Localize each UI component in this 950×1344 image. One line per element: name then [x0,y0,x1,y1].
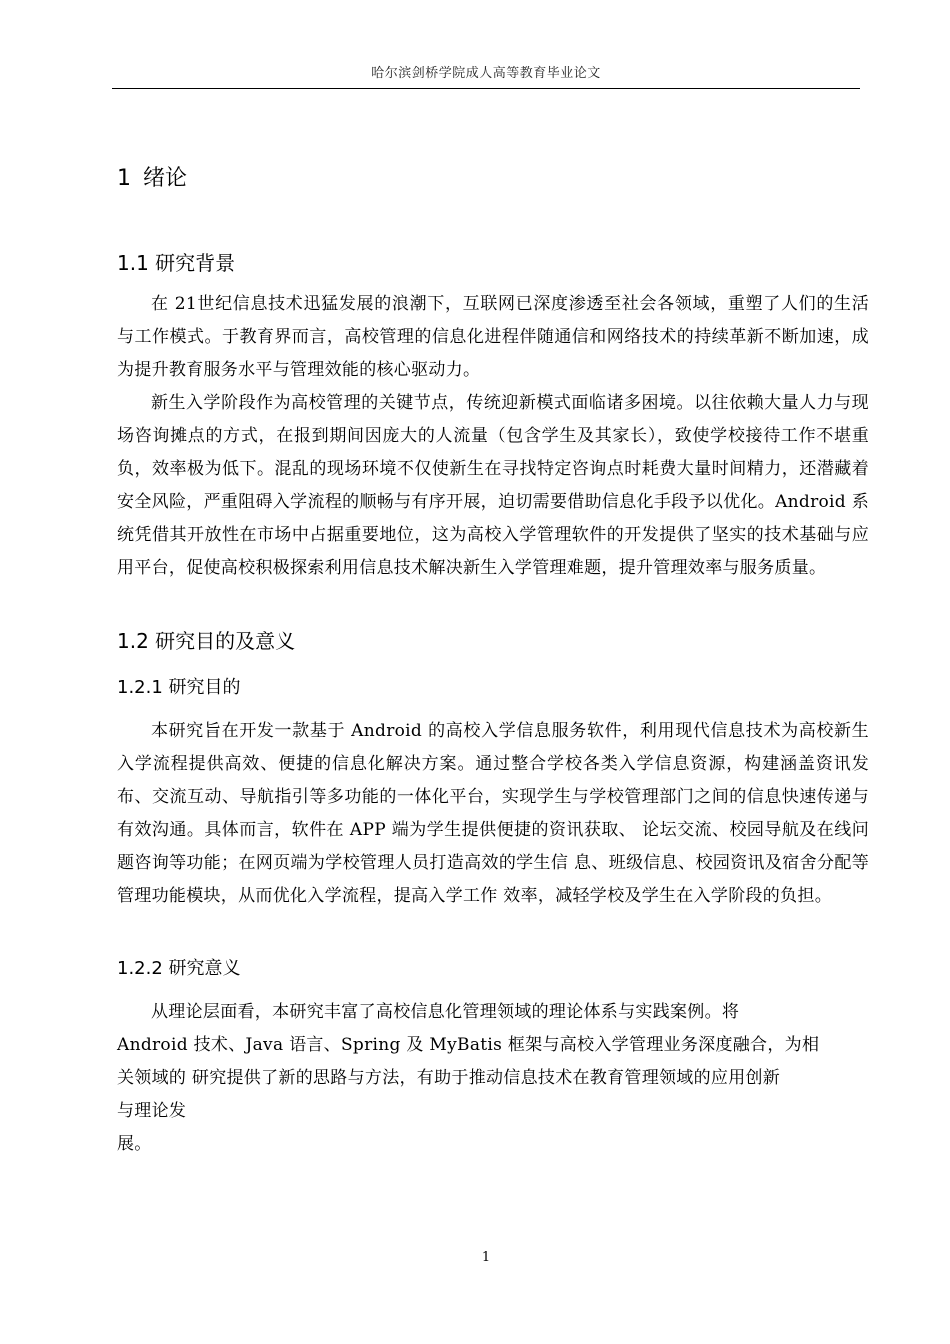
subsection-heading-purpose: 1.2.1 研究目的 [117,677,241,698]
header-rule [112,88,860,89]
significance-line-1: 从理论层面看，本研究丰富了高校信息化管理领域的理论体系与实践案例。将 [151,1002,740,1022]
paragraph-significance [117,996,857,1161]
section-heading-background: 1.1 研究背景 [117,251,236,275]
chapter-number: 1 [117,166,131,191]
section-heading-purpose-significance: 1.2 研究目的及意义 [117,629,296,653]
significance-line-5: 展。 [117,1134,152,1154]
paragraph-background-1: 在 21世纪信息技术迅猛发展的浪潮下，互联网已深度渗透至社会各领域，重塑了人们的生活与工作模式。于教育界而言，高校管理的信息化进程伴随通信和网络技术的持续革新不断加速，成为提升教育服务水平与管理效能的核心驱动力。 [117,294,869,380]
chapter-title-text: 绪论 [143,166,188,191]
paragraph-background-2: 新生入学阶段作为高校管理的关键节点，传统迎新模式面临诸多困境。以往依赖大量人力与现场咨询摊点的方式，在报到期间因庞大的人流量（包含学生及其家长），致使学校接待工作不堪重负，效率极为低下。混乱的现场环境不仅使新生在寻找特定咨询点时耗费大量时间精力，还潜藏着安全风险，严重阻碍入学流程的顺畅与有序开展，迫切需要借助信息化手段予以优化。Android 系统凭借其开放性在市场中占据重要地位，这为高校入学管理软件的开发提供了坚实的技术基础与应用平台，促使高校积极探索利用信息技术解决新生入学管理难题，提升管理效率与服务质量。 [117,393,869,578]
running-header: 哈尔滨剑桥学院成人高等教育毕业论文 [371,66,601,81]
significance-line-4: 与理论发 [117,1101,187,1121]
chapter-title [117,164,187,194]
significance-line-2: Android 技术、Java 语言、Spring 及 MyBatis 框架与高校入学管理业务深度融合，为相 [117,1035,820,1055]
subsection-heading-significance: 1.2.2 研究意义 [117,958,241,979]
page-number: 1 [481,1250,491,1265]
paragraph-purpose: 本研究旨在开发一款基于 Android 的高校入学信息服务软件，利用现代信息技术为高校新生入学流程提供高效、便捷的信息化解决方案。通过整合学校各类入学信息资源，构建涵盖资讯发布、交流互动、导航指引等多功能的一体化平台，实现学生与学校管理部门之间的信息快速传递与有效沟通。具体而言，软件在 APP 端为学生提供便捷的资讯获取、 论坛交流、校园导航及在线问题咨询等功能；在网页端为学校管理人员打造高效的学生信 息、班级信息、校园资讯及宿舍分配等管理功能模块，从而优化入学流程，提高入学工作 效率，减轻学校及学生在入学阶段的负担。 [117,721,869,906]
significance-line-3: 关领域的 研究提供了新的思路与方法，有助于推动信息技术在教育管理领域的应用创新 [117,1068,781,1088]
